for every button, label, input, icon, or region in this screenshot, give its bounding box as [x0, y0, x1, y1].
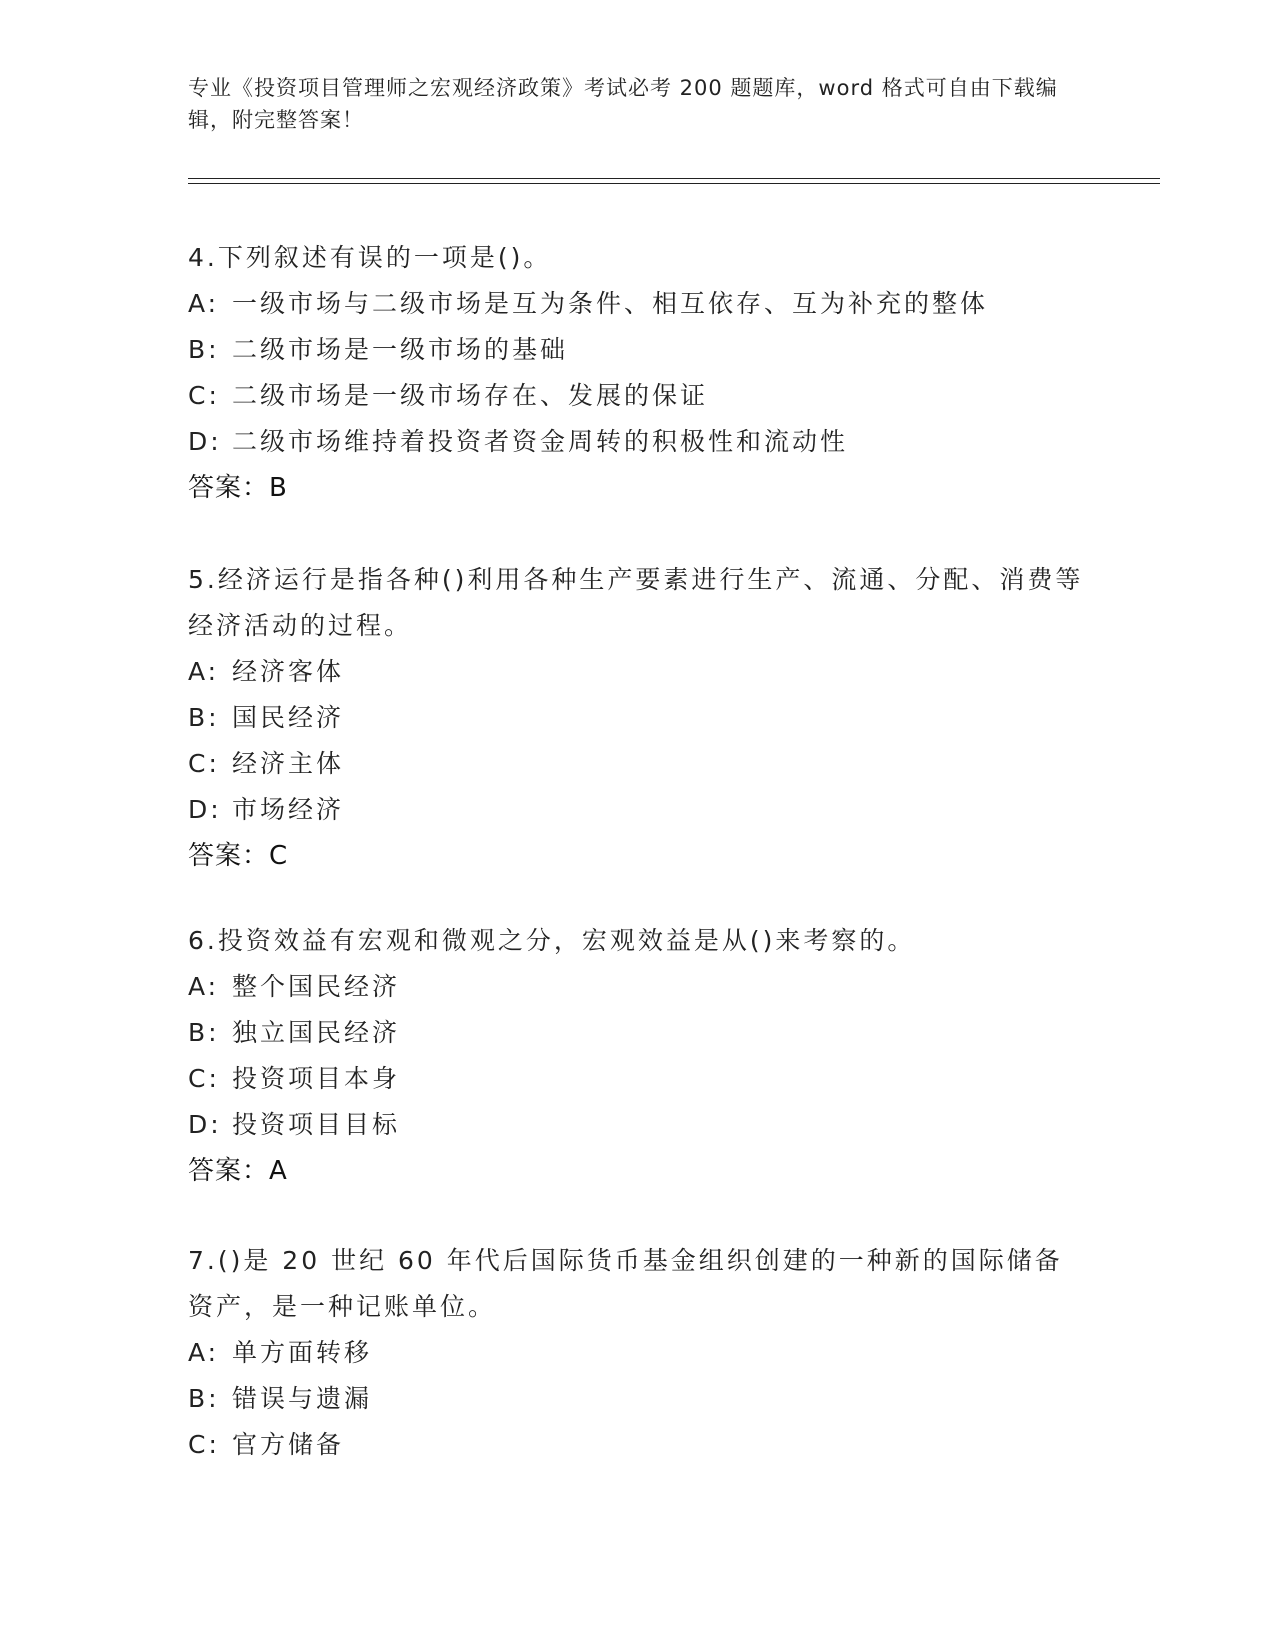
- option-a: [188, 281, 1088, 327]
- option-letter: B:: [188, 703, 220, 732]
- option-b: [188, 695, 1088, 741]
- document-header: 专业《投资项目管理师之宏观经济政策》考试必考 200 题题库，word 格式可自由下载编辑，附完整答案！: [188, 76, 1058, 132]
- option-letter: D:: [188, 427, 222, 456]
- header-divider-top: [188, 178, 1160, 179]
- question-6: [188, 918, 1088, 1194]
- option-text: 投资项目目标: [232, 1110, 401, 1139]
- option-letter: A:: [188, 1338, 220, 1367]
- option-letter: B:: [188, 335, 220, 364]
- option-text: 独立国民经济: [232, 1018, 401, 1047]
- option-text: 整个国民经济: [232, 972, 401, 1001]
- option-text: 官方储备: [232, 1430, 345, 1459]
- option-c: [188, 373, 1088, 419]
- option-text: 国民经济: [232, 703, 345, 732]
- question-stem: 6.投资效益有宏观和微观之分，宏观效益是从()来考察的。: [188, 926, 916, 955]
- option-text: 二级市场是一级市场存在、发展的保证: [232, 381, 709, 410]
- option-text: 市场经济: [232, 795, 345, 824]
- option-text: 二级市场维持着投资者资金周转的积极性和流动性: [232, 427, 849, 456]
- option-d: [188, 787, 1088, 833]
- question-7: [188, 1238, 1088, 1468]
- option-letter: C:: [188, 381, 220, 410]
- option-a: [188, 964, 1088, 1010]
- option-text: 单方面转移: [232, 1338, 373, 1367]
- option-text: 错误与遗漏: [232, 1384, 373, 1413]
- question-stem: 4.下列叙述有误的一项是()。: [188, 243, 552, 272]
- question-5: [188, 557, 1088, 879]
- header-divider-bottom: [188, 183, 1160, 184]
- option-letter: C:: [188, 1430, 220, 1459]
- option-letter: A:: [188, 657, 220, 686]
- option-b: [188, 327, 1088, 373]
- option-letter: A:: [188, 972, 220, 1001]
- option-b: [188, 1376, 1088, 1422]
- question-stem: 5.经济运行是指各种()利用各种生产要素进行生产、流通、分配、消费等经济活动的过程。: [188, 565, 1084, 640]
- option-letter: D:: [188, 1110, 222, 1139]
- option-a: [188, 1330, 1088, 1376]
- option-text: 投资项目本身: [232, 1064, 401, 1093]
- option-letter: A:: [188, 289, 220, 318]
- answer-line: 答案：C: [188, 841, 289, 871]
- option-letter: B:: [188, 1384, 220, 1413]
- option-text: 经济客体: [232, 657, 345, 686]
- option-c: [188, 1056, 1088, 1102]
- option-text: 经济主体: [232, 749, 345, 778]
- option-text: 二级市场是一级市场的基础: [232, 335, 569, 364]
- option-letter: D:: [188, 795, 222, 824]
- question-stem: 7.()是 20 世纪 60 年代后国际货币基金组织创建的一种新的国际储备资产，是一种记账单位。: [188, 1246, 1063, 1321]
- option-a: [188, 649, 1088, 695]
- option-d: [188, 419, 1088, 465]
- option-d: [188, 1102, 1088, 1148]
- option-c: [188, 1422, 1088, 1468]
- option-text: 一级市场与二级市场是互为条件、相互依存、互为补充的整体: [232, 289, 989, 318]
- option-c: [188, 741, 1088, 787]
- question-4: [188, 235, 1088, 511]
- answer-line: 答案：A: [188, 1156, 288, 1186]
- answer-line: 答案：B: [188, 473, 288, 503]
- option-b: [188, 1010, 1088, 1056]
- option-letter: C:: [188, 749, 220, 778]
- option-letter: C:: [188, 1064, 220, 1093]
- option-letter: B:: [188, 1018, 220, 1047]
